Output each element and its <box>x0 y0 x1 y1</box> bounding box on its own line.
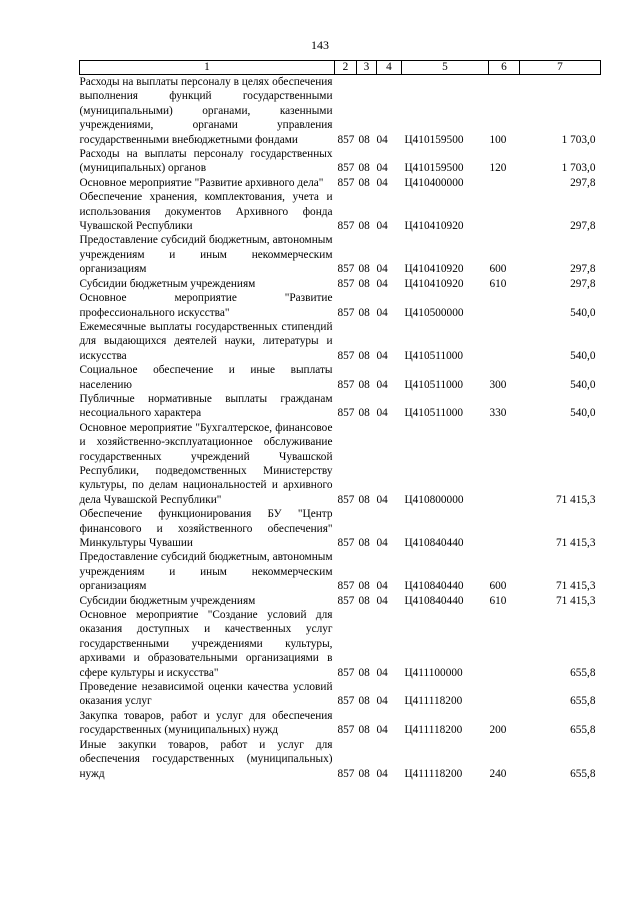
table-row <box>80 320 601 363</box>
row-section-code: 08 <box>358 537 370 549</box>
row-expense-type: 600 <box>489 263 507 276</box>
header-cell: 4 <box>377 61 402 75</box>
row-name: Ежемесячные выплаты государственных стипендий для выдающихся деятелей науки, литературы и искусства <box>79 320 333 362</box>
table-row <box>80 392 601 421</box>
row-amount: 297,8 <box>570 220 596 233</box>
row-name: Обеспечение хранения, комплектования, учета и использования документов Архивного фонда Чувашской Республики <box>79 191 333 233</box>
table-row <box>80 507 601 550</box>
row-name: Предоставление субсидий бюджетным, автономным учреждениям и иным некоммерческим организациям <box>79 551 333 593</box>
table-row <box>80 233 601 276</box>
row-subsection-code: 04 <box>376 695 388 708</box>
page-number: 143 <box>311 38 329 52</box>
row-section-code: 08 <box>358 493 370 506</box>
row-name: Социальное обеспечение и иные выплаты населению <box>79 364 333 391</box>
row-subsection-code: 04 <box>376 724 388 737</box>
row-amount: 297,8 <box>570 176 596 189</box>
row-subsection-code: 04 <box>376 493 388 506</box>
table-row <box>80 176 601 190</box>
row-name: Иные закупки товаров, работ и услуг для обеспечения государственных (муниципальных) нужд <box>79 738 333 780</box>
row-name: Закупка товаров, работ и услуг для обеспечения государственных (муниципальных) нужд <box>79 709 333 737</box>
row-section-code: 08 <box>358 220 370 233</box>
row-amount: 540,0 <box>570 306 596 319</box>
row-expense-type: 120 <box>489 162 507 175</box>
row-ministry-code: 857 <box>337 407 355 420</box>
table-row <box>80 277 601 291</box>
row-expense-type: 300 <box>489 378 507 391</box>
row-expense-type <box>489 608 520 680</box>
row-expense-type: 200 <box>489 724 507 737</box>
row-amount: 1 703,0 <box>561 133 596 146</box>
row-target-article: Ц411118200 <box>404 695 463 708</box>
row-section-code: 08 <box>358 349 370 362</box>
row-name: Основное мероприятие "Бухгалтерское, финансовое и хозяйственно-эксплуатационное обслуживание государственных учреждений Чувашской Республики, подведомственных Министерству культуры, по делам национальностей и архивного дела Чувашской Республики" <box>79 421 333 506</box>
row-amount: 655,8 <box>570 767 596 780</box>
row-ministry-code: 857 <box>337 133 355 146</box>
row-name: Основное мероприятие "Развитие архивного дела" <box>79 176 324 189</box>
row-expense-type <box>489 507 520 550</box>
row-name: Субсидии бюджетным учреждениям <box>79 594 256 607</box>
row-subsection-code: 04 <box>376 176 388 189</box>
row-ministry-code: 857 <box>337 306 355 319</box>
row-ministry-code: 857 <box>337 176 355 189</box>
row-expense-type: 600 <box>489 580 507 593</box>
row-subsection-code: 04 <box>376 133 388 146</box>
header-cell: 6 <box>489 61 520 75</box>
row-subsection-code: 04 <box>376 407 388 420</box>
row-name: Проведение независимой оценки качества условий оказания услуг <box>79 681 333 708</box>
row-amount: 655,8 <box>570 695 596 708</box>
row-target-article: Ц410511000 <box>404 349 464 362</box>
header-row <box>80 61 601 75</box>
row-subsection-code: 04 <box>376 537 388 549</box>
header-cell: 2 <box>335 61 357 75</box>
row-expense-type: 610 <box>489 277 507 290</box>
row-subsection-code: 04 <box>376 580 388 593</box>
row-target-article: Ц410500000 <box>404 306 464 319</box>
row-target-article: Ц410410920 <box>404 277 464 290</box>
row-subsection-code: 04 <box>376 767 388 780</box>
row-name: Расходы на выплаты персоналу государственных (муниципальных) органов <box>79 148 333 175</box>
row-amount: 71 415,3 <box>555 493 596 506</box>
row-name: Расходы на выплаты персоналу в целях обеспечения выполнения функций государственными (муниципальными) органами, казенными учреждениями, органами управления государственными внебюджетными фондами <box>79 76 333 146</box>
table-row <box>80 738 601 781</box>
row-section-code: 08 <box>358 263 370 276</box>
row-ministry-code: 857 <box>337 537 355 549</box>
row-ministry-code: 857 <box>337 162 355 175</box>
row-ministry-code: 857 <box>337 767 355 780</box>
row-subsection-code: 04 <box>376 349 388 362</box>
row-name: Основное мероприятие "Создание условий для оказания доступных и качественных услуг государственными учреждениями культуры, архивами и образовательными организациями в сфере культуры и искусства" <box>79 609 333 679</box>
table-row <box>80 709 601 738</box>
row-expense-type: 610 <box>489 594 507 607</box>
row-ministry-code: 857 <box>337 666 355 679</box>
row-target-article: Ц410840440 <box>404 537 464 549</box>
row-expense-type: 240 <box>489 767 507 780</box>
row-subsection-code: 04 <box>376 306 388 319</box>
row-subsection-code: 04 <box>376 594 388 607</box>
row-ministry-code: 857 <box>337 277 355 290</box>
row-section-code: 08 <box>358 724 370 737</box>
row-target-article: Ц410159500 <box>404 133 464 146</box>
row-name: Обеспечение функционирования БУ "Центр финансового и хозяйственного обеспечения" Минкультуры Чувашии <box>79 508 333 549</box>
row-target-article: Ц410159500 <box>404 162 464 175</box>
table-row <box>80 594 601 608</box>
row-name: Публичные нормативные выплаты гражданам несоциального характера <box>79 392 333 420</box>
budget-table <box>79 60 601 781</box>
row-expense-type <box>489 421 520 507</box>
header-cell: 7 <box>520 61 601 75</box>
row-target-article: Ц410511000 <box>404 407 464 420</box>
row-target-article: Ц411118200 <box>404 724 463 737</box>
row-expense-type: 100 <box>489 133 507 146</box>
row-target-article: Ц410410920 <box>404 263 464 276</box>
row-section-code: 08 <box>358 378 370 391</box>
row-expense-type <box>489 680 520 709</box>
row-subsection-code: 04 <box>376 220 388 233</box>
row-expense-type <box>489 190 520 233</box>
row-subsection-code: 04 <box>376 263 388 276</box>
header-cell: 1 <box>80 61 335 75</box>
row-section-code: 08 <box>358 695 370 708</box>
row-amount: 655,8 <box>570 724 596 737</box>
table-row <box>80 147 601 176</box>
row-ministry-code: 857 <box>337 349 355 362</box>
row-name: Предоставление субсидий бюджетным, автономным учреждениям и иным некоммерческим организациям <box>79 234 333 276</box>
row-amount: 297,8 <box>570 263 596 276</box>
row-amount: 297,8 <box>570 277 596 290</box>
row-ministry-code: 857 <box>337 220 355 233</box>
row-amount: 71 415,3 <box>555 580 596 593</box>
table-row <box>80 291 601 320</box>
row-target-article: Ц411100000 <box>404 666 463 679</box>
row-ministry-code: 857 <box>337 580 355 593</box>
row-amount: 71 415,3 <box>555 594 596 607</box>
header-cell: 5 <box>402 61 489 75</box>
row-name: Основное мероприятие "Развитие профессионального искусства" <box>79 292 333 319</box>
row-section-code: 08 <box>358 176 370 189</box>
row-target-article: Ц410800000 <box>404 493 464 506</box>
row-expense-type <box>489 320 520 363</box>
row-section-code: 08 <box>358 666 370 679</box>
table-row <box>80 363 601 392</box>
row-section-code: 08 <box>358 767 370 780</box>
row-ministry-code: 857 <box>337 695 355 708</box>
row-expense-type: 330 <box>489 407 507 420</box>
row-amount: 1 703,0 <box>561 162 596 175</box>
table-row <box>80 680 601 709</box>
row-expense-type <box>489 176 520 190</box>
row-section-code: 08 <box>358 133 370 146</box>
row-ministry-code: 857 <box>337 724 355 737</box>
row-ministry-code: 857 <box>337 263 355 276</box>
row-target-article: Ц411118200 <box>404 767 463 780</box>
table-row <box>80 75 601 148</box>
row-section-code: 08 <box>358 594 370 607</box>
row-amount: 71 415,3 <box>555 537 596 549</box>
row-target-article: Ц410400000 <box>404 176 464 189</box>
row-subsection-code: 04 <box>376 162 388 175</box>
table-row <box>80 550 601 593</box>
row-name: Субсидии бюджетным учреждениям <box>79 277 256 290</box>
row-section-code: 08 <box>358 580 370 593</box>
table-row <box>80 421 601 507</box>
row-target-article: Ц410511000 <box>404 378 464 391</box>
table-row <box>80 608 601 680</box>
row-ministry-code: 857 <box>337 378 355 391</box>
row-target-article: Ц410840440 <box>404 580 464 593</box>
row-amount: 655,8 <box>570 666 596 679</box>
row-section-code: 08 <box>358 162 370 175</box>
row-section-code: 08 <box>358 277 370 290</box>
row-target-article: Ц410840440 <box>404 594 464 607</box>
row-amount: 540,0 <box>570 349 596 362</box>
row-subsection-code: 04 <box>376 666 388 679</box>
row-amount: 540,0 <box>570 378 596 391</box>
row-section-code: 08 <box>358 407 370 420</box>
row-ministry-code: 857 <box>337 594 355 607</box>
row-subsection-code: 04 <box>376 277 388 290</box>
table-row <box>80 190 601 233</box>
row-section-code: 08 <box>358 306 370 319</box>
row-target-article: Ц410410920 <box>404 220 464 233</box>
row-amount: 540,0 <box>570 407 596 420</box>
row-ministry-code: 857 <box>337 493 355 506</box>
header-cell: 3 <box>357 61 377 75</box>
row-subsection-code: 04 <box>376 378 388 391</box>
row-expense-type <box>489 291 520 320</box>
